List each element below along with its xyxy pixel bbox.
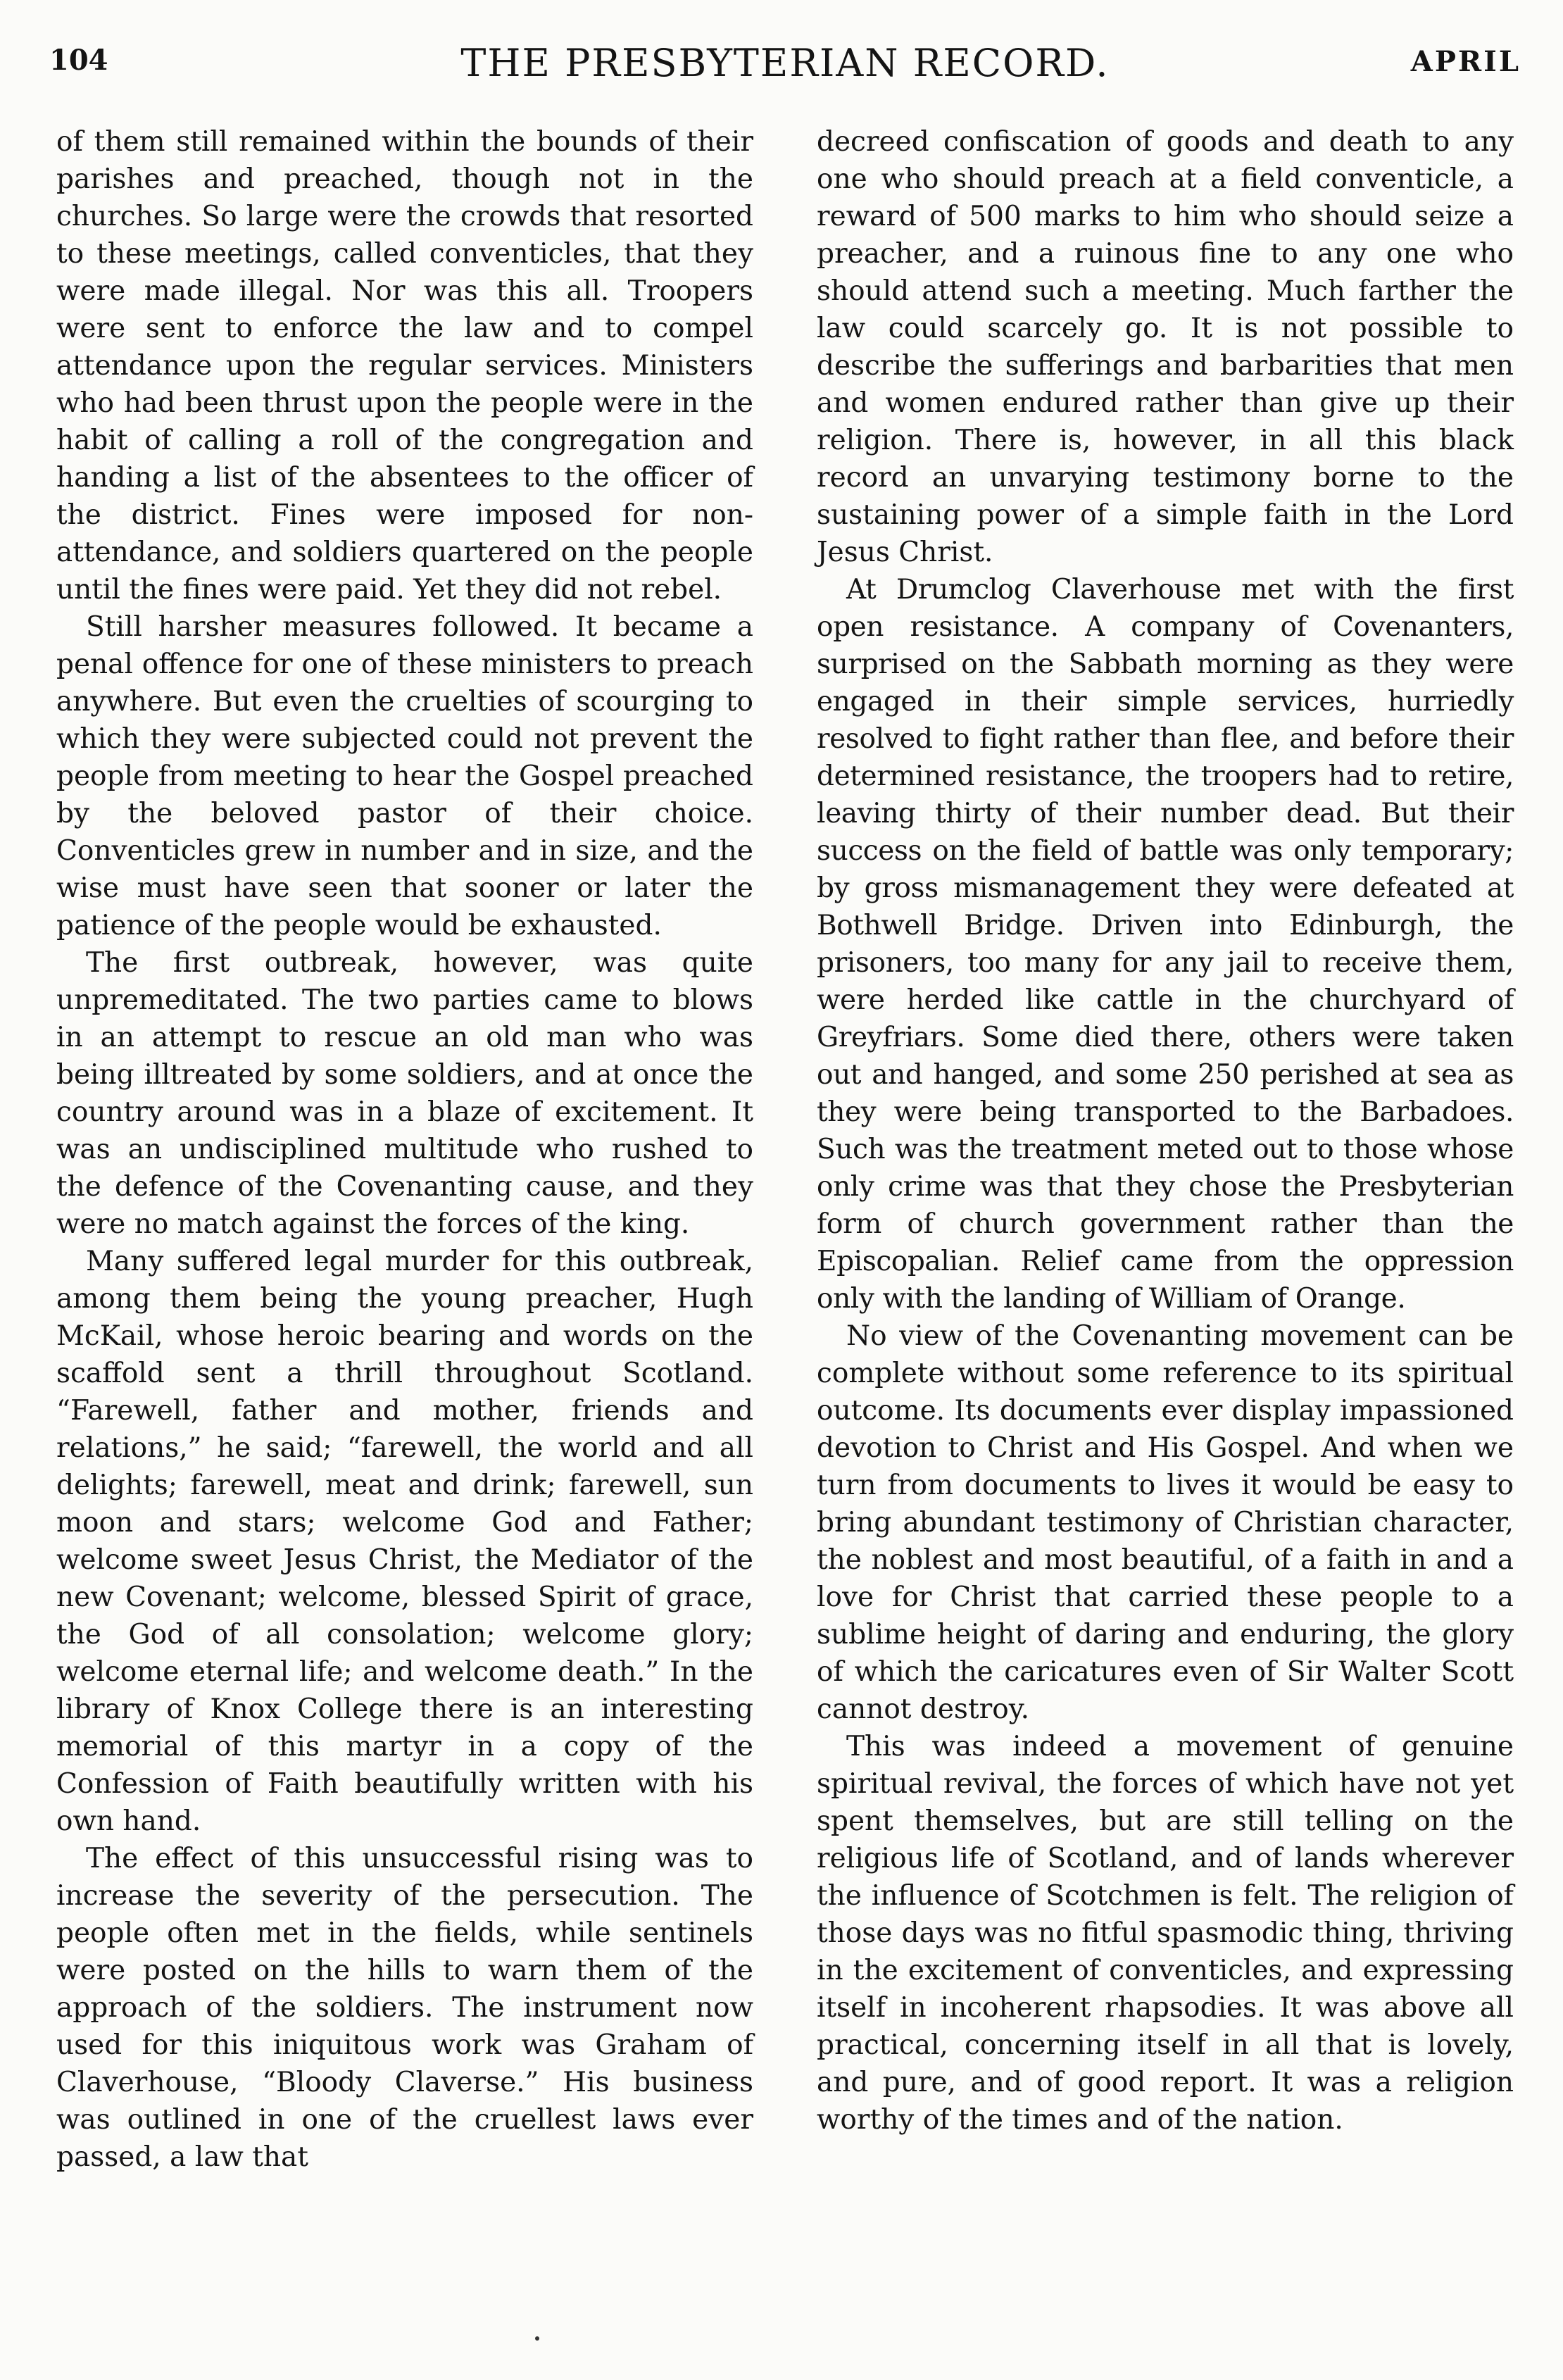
paragraph: This was indeed a movement of genuine spiritual revival, the forces of which have not yet spent themselves, but are still telling on the religious life of Scotland, and of lands wherever the influence of Scotchmen is felt. The religion of those days was no fitful spasmodic thing, thriving in the excitement of conventicles, and expressing itself in incoherent rhapsodies. It was above all practical, concerning itself in all that is lovely, and pure, and of good report. It was a religion worthy of the times and of the nation. (817, 1731, 1514, 2136)
paragraph: Still harsher measures followed. It became a penal offence for one of these ministers to preach anywhere. But even the cruelties of scourging to which they were subjected could not prevent the people from meeting to hear the Gospel preached by the beloved pastor of their choice. Conventicles grew in number and in size, and the wise must have seen that sooner or later the patience of the people would be exhausted. (56, 611, 753, 941)
paragraph: No view of the Covenanting movement can be complete without some reference to its spiritual outcome. Its documents ever display impassioned devotion to Christ and His Gospel. And when we turn from documents to lives it would be easy to bring abundant testimony of Christian character, the noblest and most beautiful, of a faith in and a love for Christ that carried these people to a sublime height of daring and enduring, the glory of which the caricatures even of Sir Walter Scott cannot destroy. (817, 1320, 1514, 1725)
running-header (49, 41, 1521, 83)
right-column (817, 123, 1514, 2138)
paragraph: Many suffered legal murder for this outbreak, among them being the young preacher, Hugh McKail, whose heroic bearing and words on the scaffold sent a thrill throughout Scotland. “Farewell, father and mother, friends and relations,” he said; “farewell, the world and all delights; farewell, meat and drink; farewell, sun moon and stars; welcome God and Father; welcome sweet Jesus Christ, the Mediator of the new Covenant; welcome, blessed Spirit of grace, the God of all consolation; welcome glory; welcome eternal life; and welcome death.” In the library of Knox College there is an interesting memorial of this martyr in a copy of the Confession of Faith beautifully written with his own hand. (56, 1246, 753, 1837)
paragraph: The effect of this unsuccessful rising was to increase the severity of the persecution. The people often met in the fields, while sentinels were posted on the hills to warn them of the approach of the soldiers. The instrument now used for this iniquitous work was Graham of Claverhouse, “Bloody Claverse.” His business was outlined in one of the cruellest laws ever passed, a law that (56, 1843, 753, 2173)
print-speck (535, 2336, 539, 2341)
issue-month: APRIL (1410, 45, 1521, 78)
running-title: THE PRESBYTERIAN RECORD. (460, 41, 1110, 85)
paragraph: of them still remained within the bounds of their parishes and preached, though not in the churches. So large were the crowds that resorted to these meetings, called conventicles, that they were made illegal. Nor was this all. Troopers were sent to enforce the law and to compel attendance upon the regular services. Ministers who had been thrust upon the people were in the habit of calling a roll of the congregation and handing a list of the absentees to the officer of the district. Fines were imposed for non-attendance, and soldiers quartered on the people until the fines were paid. Yet they did not rebel. (56, 126, 753, 606)
paragraph: decreed confiscation of goods and death to any one who should preach at a field conventicle, a reward of 500 marks to him who should seize a preacher, and a ruinous fine to any one who should attend such a meeting. Much farther the law could scarcely go. It is not possible to describe the sufferings and barbarities that men and women endured rather than give up their religion. There is, however, in all this black record an unvarying testimony borne to the sustaining power of a simple faith in the Lord Jesus Christ. (817, 126, 1514, 568)
page-number: 104 (49, 44, 108, 77)
left-column (56, 123, 753, 2176)
paragraph: At Drumclog Claverhouse met with the first open resistance. A company of Covenanters, surprised on the Sabbath morning as they were engaged in their simple services, hurriedly resolved to fight rather than flee, and before their determined resistance, the troopers had to retire, leaving thirty of their number dead. But their success on the field of battle was only temporary; by gross mismanagement they were defeated at Bothwell Bridge. Driven into Edinburgh, the prisoners, too many for any jail to receive them, were herded like cattle in the churchyard of Greyfriars. Some died there, others were taken out and hanged, and some 250 perished at sea as they were being transported to the Barbadoes. Such was the treatment meted out to those whose only crime was that they chose the Presbyterian form of church government rather than the Episcopalian. Relief came from the oppression only with the landing of William of Orange. (817, 574, 1514, 1315)
paragraph: The first outbreak, however, was quite unpremeditated. The two parties came to blows in an attempt to rescue an old man who was being illtreated by some soldiers, and at once the country around was in a blaze of excitement. It was an undisciplined multitude who rushed to the defence of the Covenanting cause, and they were no match against the forces of the king. (56, 947, 753, 1240)
